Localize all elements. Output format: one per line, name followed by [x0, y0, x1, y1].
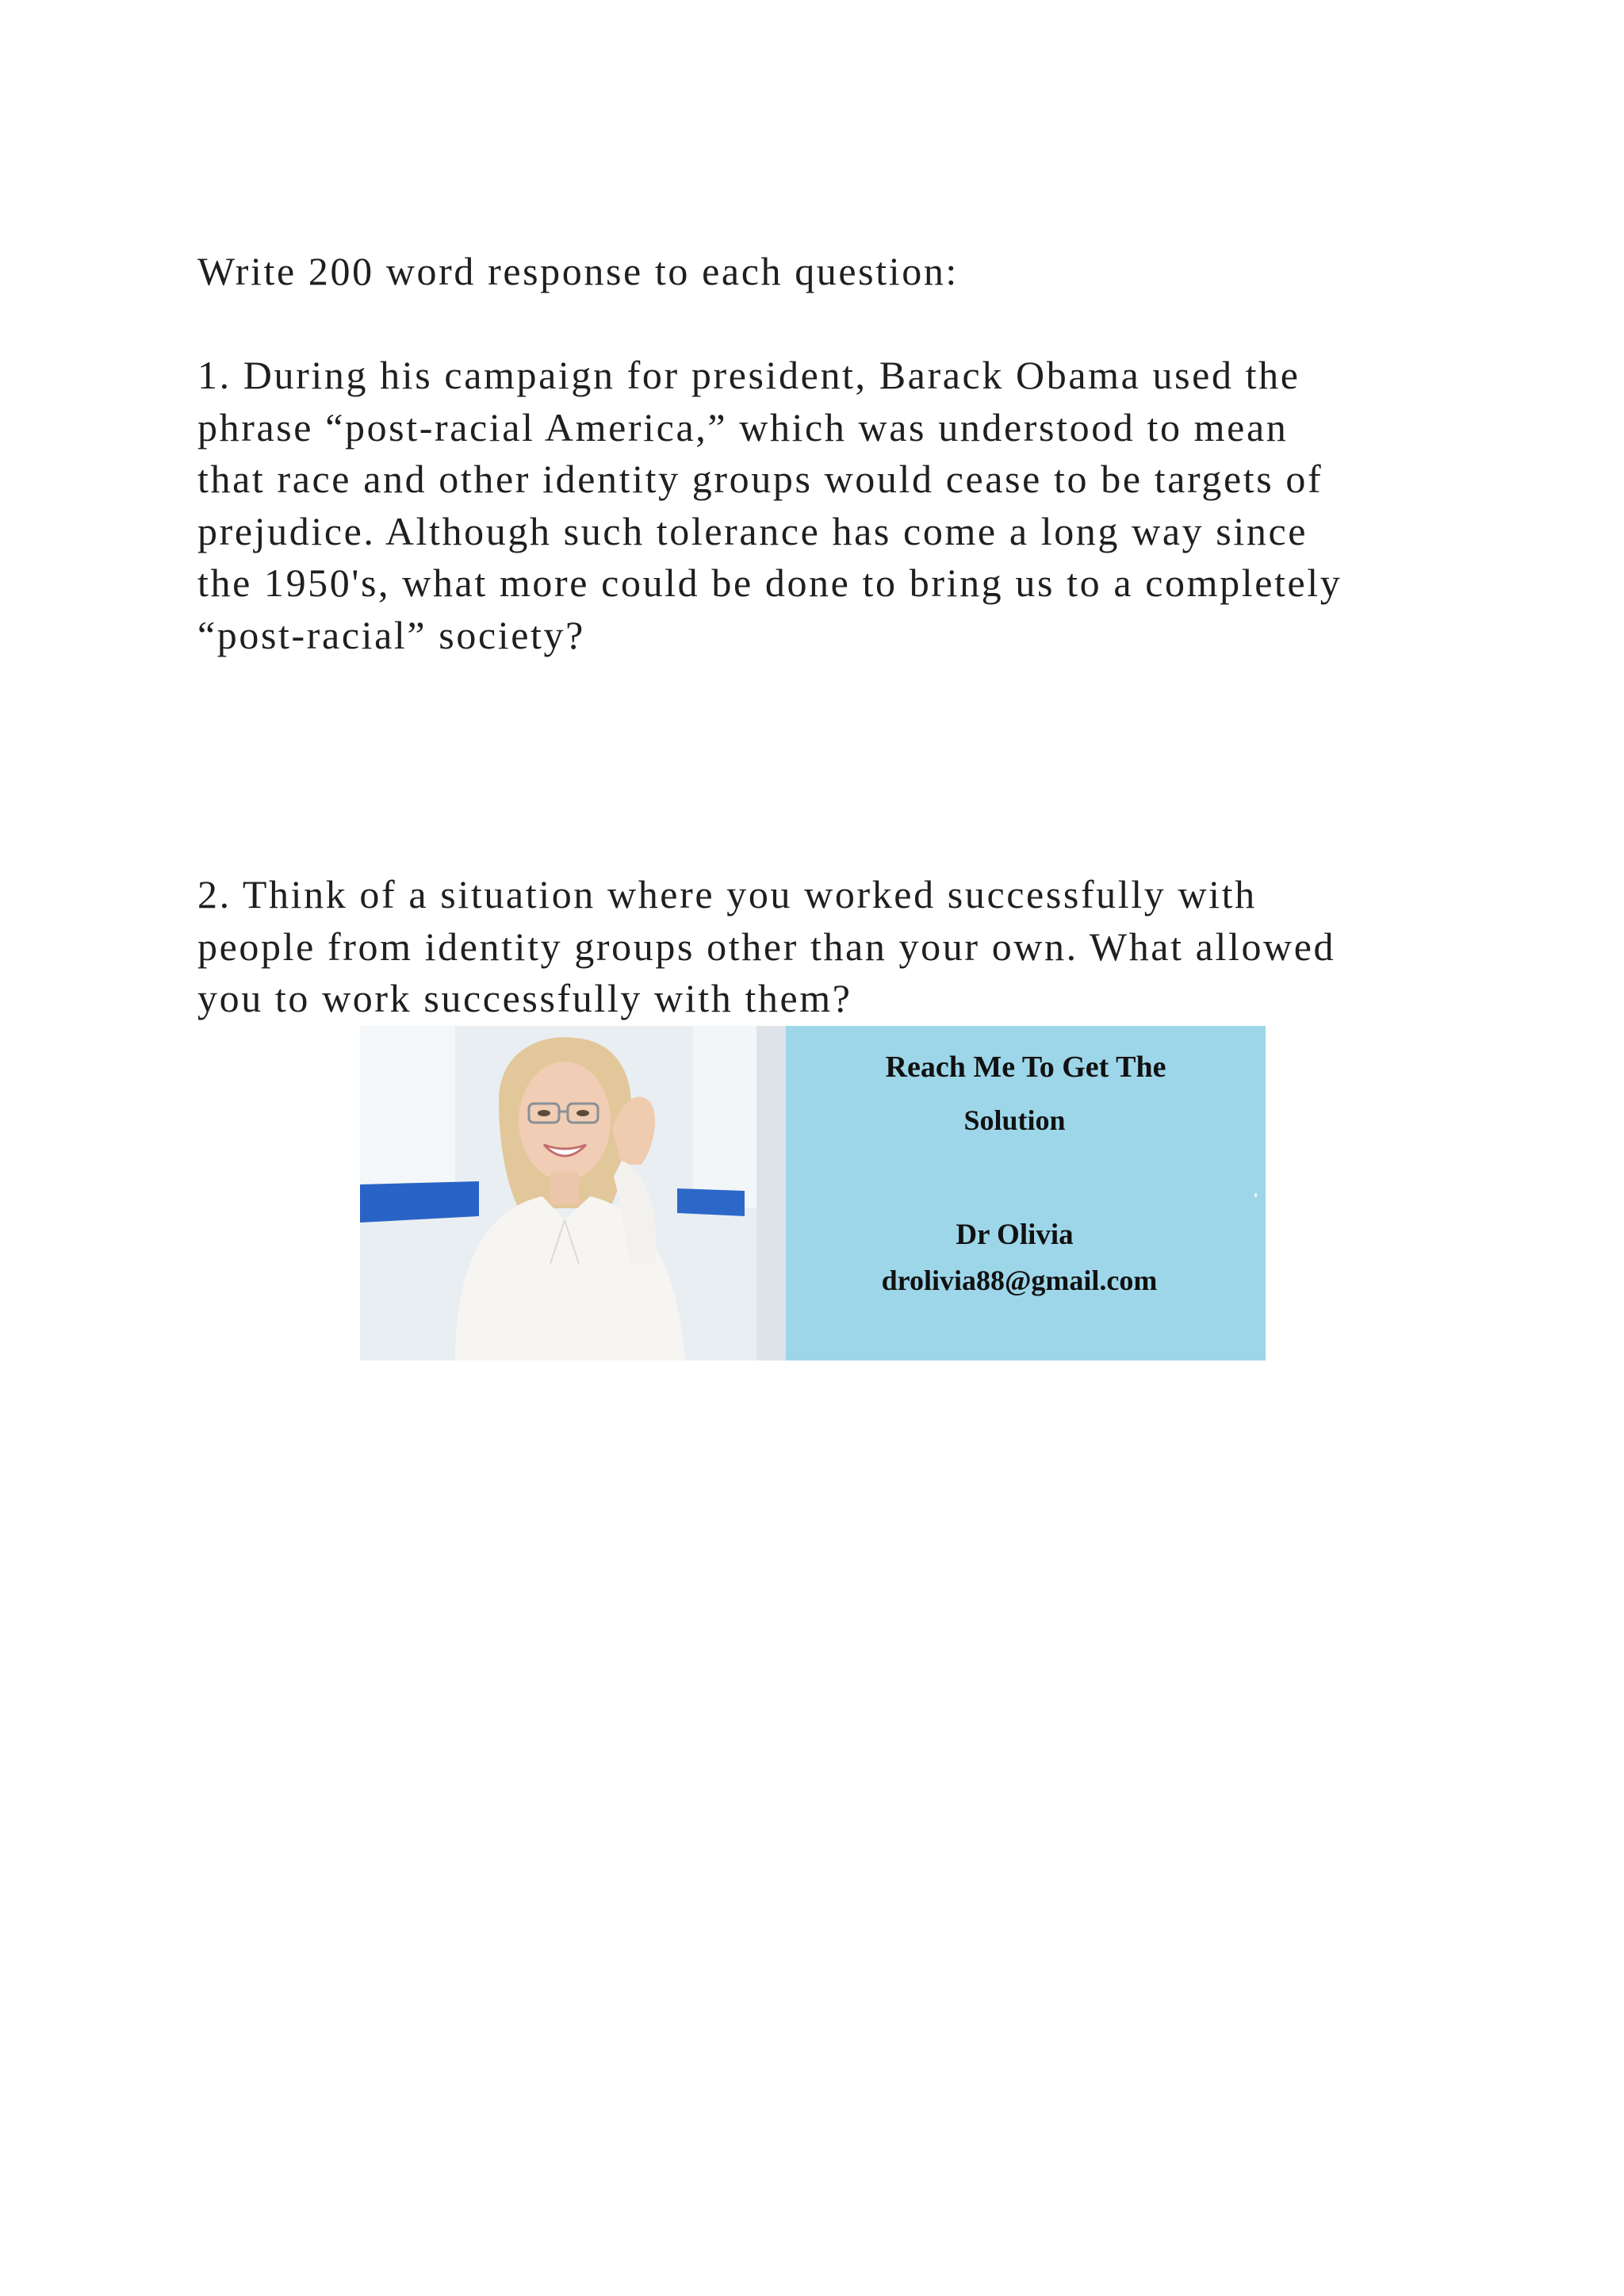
question-2-line: people from identity groups other than your own. What allowed — [197, 924, 1336, 969]
banner-headline: Reach Me To Get The — [885, 1050, 1166, 1084]
question-2 — [197, 869, 1466, 1025]
contact-name: Dr Olivia — [956, 1219, 1074, 1251]
instruction-line: Write 200 word response to each question: — [197, 249, 959, 293]
question-1-line: “post-racial” society? — [197, 612, 585, 657]
contact-card — [786, 1026, 1266, 1360]
question-1-line: 1. During his campaign for president, Barack Obama used the — [197, 353, 1300, 397]
woman-photo-illustration — [360, 1026, 786, 1360]
instruction-text — [197, 246, 1466, 298]
question-1-line: phrase “post-racial America,” which was understood to mean — [197, 404, 1289, 450]
question-2-line: you to work successfully with them? — [197, 976, 852, 1020]
banner-headline: Solution — [963, 1104, 1066, 1136]
contact-banner — [360, 1026, 1266, 1360]
question-1-line: the 1950's, what more could be done to bring us to a completely — [197, 561, 1342, 605]
question-1-line: prejudice. Although such tolerance has come a long way since — [197, 508, 1308, 553]
question-2-line: 2. Think of a situation where you worked successfully with — [197, 872, 1257, 916]
woman-photo — [360, 1026, 786, 1360]
decorative-mark — [1254, 1193, 1257, 1197]
contact-email: drolivia88@gmail.com — [881, 1265, 1158, 1296]
question-1-line: that race and other identity groups would cease to be targets of — [197, 457, 1323, 501]
question-1 — [197, 350, 1466, 661]
